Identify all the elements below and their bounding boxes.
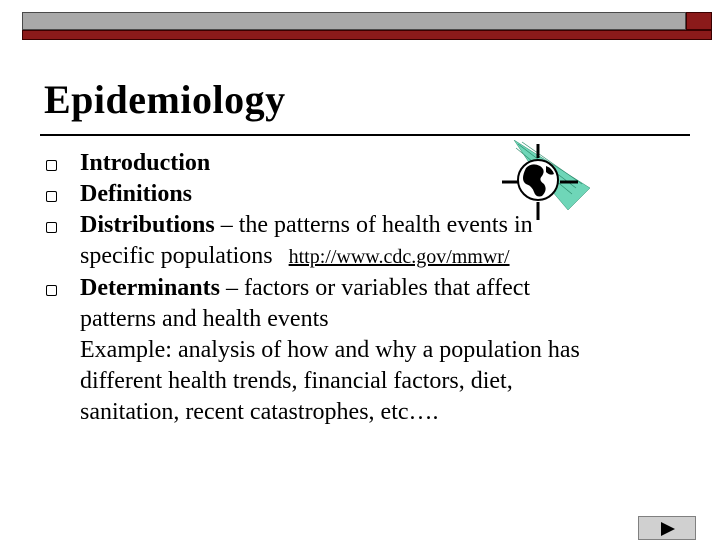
header-corner-square [686,12,712,30]
bullet-item-distributions [44,210,684,273]
example-line: Example: analysis of how and why a population has [80,337,580,363]
bullet-list [44,148,684,428]
example-line: different health trends, financial factors, diet, [80,368,513,394]
example-line: sanitation, recent catastrophes, etc…. [80,399,439,425]
next-arrow-icon [661,522,675,536]
title-divider [40,134,690,136]
bullet-text-continued: patterns and health events [80,306,329,332]
bullet-label: Definitions [80,181,193,207]
bullet-square-icon [46,222,57,233]
header-bar-red [22,30,712,40]
cdc-mmwr-link[interactable]: http://www.cdc.gov/mmwr/ [288,246,510,268]
bullet-item-definitions [44,179,684,210]
bullet-square-icon [46,191,57,202]
bullet-label: Determinants [80,275,220,301]
bullet-text: – the patterns of health events in [214,212,533,238]
bullet-square-icon [46,285,57,296]
bullet-text-continued: specific populations [80,243,273,269]
next-slide-button[interactable] [638,516,696,540]
bullet-label: Introduction [80,150,211,176]
bullet-square-icon [46,160,57,171]
bullet-label: Distributions [80,212,215,238]
slide-title: Epidemiology [44,77,286,122]
bullet-text: – factors or variables that affect [219,275,531,301]
header-bar-gray [22,12,686,30]
bullet-item-introduction [44,148,684,179]
bullet-item-determinants [44,273,684,428]
